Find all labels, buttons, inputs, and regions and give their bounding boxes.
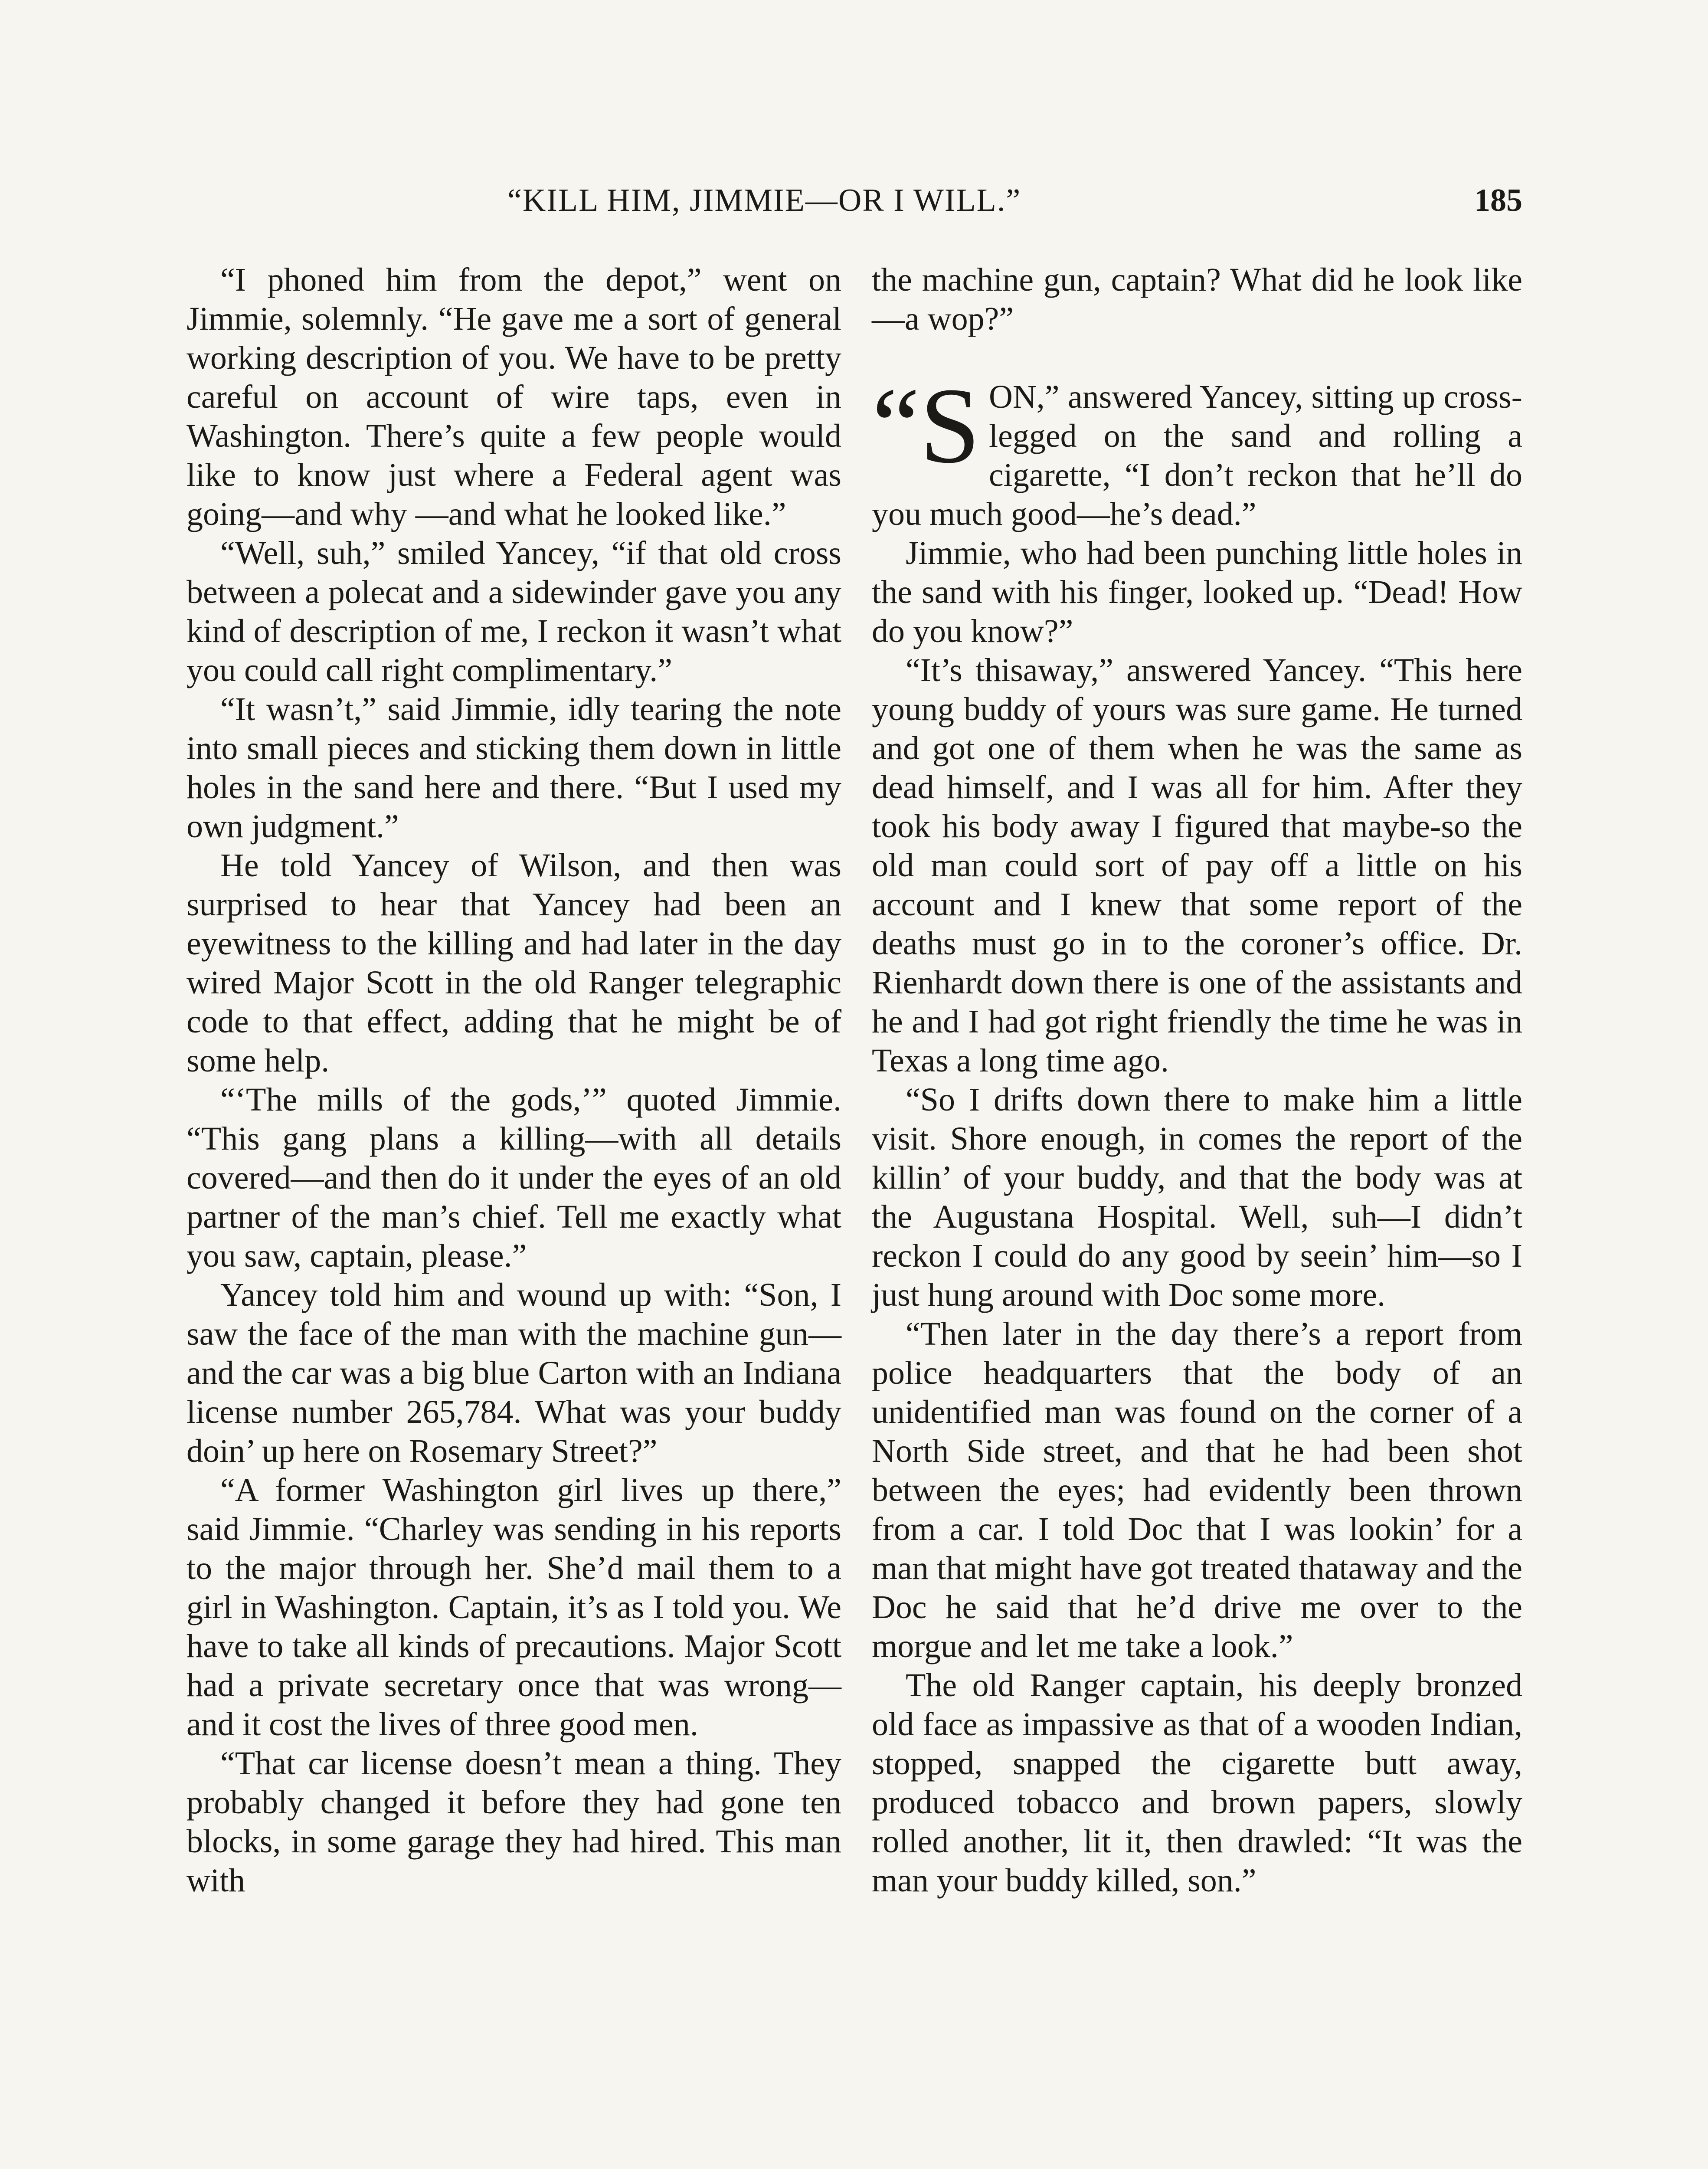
paragraph: Jimmie, who had been punching little holes in the sand with his finger, looked up. “Dead! How do you know?” <box>872 535 1522 649</box>
paragraph: “‘The mills of the gods,’” quoted Jimmie. “This gang plans a killing—with all details covered—and then do it under the eyes of an old partner of the man’s chief. Tell me exactly what you saw, captain, please.” <box>187 1081 841 1274</box>
paragraph: “A former Washington girl lives up there,” said Jimmie. “Charley was sending in his reports to the major through her. She’d mail them to a girl in Washington. Captain, it’s as I told you. We have to take all kinds of precautions. Major Scott had a private secretary once that was wrong—and it cost the lives of three good men. <box>187 1472 841 1743</box>
running-head <box>187 182 1522 226</box>
left-column <box>187 260 841 1900</box>
paragraph: “That car license doesn’t mean a thing. They probably changed it before they had gone ten blocks, in some garage they had hired. This man with <box>187 1745 841 1899</box>
running-title: “KILL HIM, JIMMIE—OR I WILL.” <box>507 183 1021 218</box>
paragraph-continuation: the machine gun, captain? What did he look like—a wop?” <box>872 262 1522 337</box>
paragraph: “Then later in the day there’s a report from police headquarters that the body of an unidentified man was found on the corner of a North Side street, and that he had been shot between the eyes; had evidently been thrown from a car. I told Doc that I was lookin’ for a man that might have got treated thataway and the Doc he said that he’d drive me over to the morgue and let me take a look.” <box>872 1316 1522 1664</box>
paragraph: “I phoned him from the depot,” went on Jimmie, solemnly. “He gave me a sort of general working description of you. We have to be pretty careful on account of wire taps, even in Washington. There’s quite a few people would like to know just where a Federal agent was going—and why —and what he looked like.” <box>187 262 841 532</box>
drop-cap-letter: S <box>919 366 981 486</box>
paragraph: He told Yancey of Wilson, and then was surprised to hear that Yancey had been an eyewitness to the killing and had later in the day wired Major Scott in the old Ranger telegraphic code to that effect, adding that he might be of some help. <box>187 847 841 1079</box>
paragraph: “It wasn’t,” said Jimmie, idly tearing the note into small pieces and sticking them down in little holes in the sand here and there. “But I used my own judgment.” <box>187 691 841 845</box>
paragraph: “So I drifts down there to make him a little visit. Shore enough, in comes the report of the killin’ of your buddy, and that the body was at the Augustana Hospital. Well, suh—I didn’t reckon I could do any good by seein’ him—so I just hung around with Doc some more. <box>872 1081 1522 1313</box>
right-column <box>872 260 1522 1900</box>
paragraph: “It’s thisaway,” answered Yancey. “This here young buddy of yours was sure game. He turned and got one of them when he was the same as dead himself, and I was all for him. After they took his body away I figured that maybe-so the old man could sort of pay off a little on his account and I knew that some report of the deaths must go in to the coroner’s office. Dr. Rienhardt down there is one of the assistants and he and I had got right friendly the time he was in Texas a long time ago. <box>872 652 1522 1079</box>
page-number: 185 <box>1474 183 1522 218</box>
dropcap-paragraph <box>872 366 1522 534</box>
drop-cap-quote: “ <box>872 366 920 486</box>
paragraph: “Well, suh,” smiled Yancey, “if that old cross between a polecat and a sidewinder gave you any kind of description of me, I reckon it wasn’t what you could call right complimentary.” <box>187 535 841 688</box>
dropcap-paragraph-text: ON,” answered Yancey, sitting up cross-legged on the sand and rolling a cigarette, “I don’t reckon that he’ll do you much good—he’s dead.” <box>872 379 1522 532</box>
paragraph: The old Ranger captain, his deeply bronzed old face as impassive as that of a wooden Indian, stopped, snapped the cigarette butt away, produced tobacco and brown papers, slowly rolled another, lit it, then drawled: “It was the man your buddy killed, son.” <box>872 1667 1522 1899</box>
paragraph: Yancey told him and wound up with: “Son, I saw the face of the man with the machine gun—and the car was a big blue Carton with an Indiana license number 265,784. What was your buddy doin’ up here on Rosemary Street?” <box>187 1277 841 1469</box>
drop-cap <box>872 366 981 486</box>
